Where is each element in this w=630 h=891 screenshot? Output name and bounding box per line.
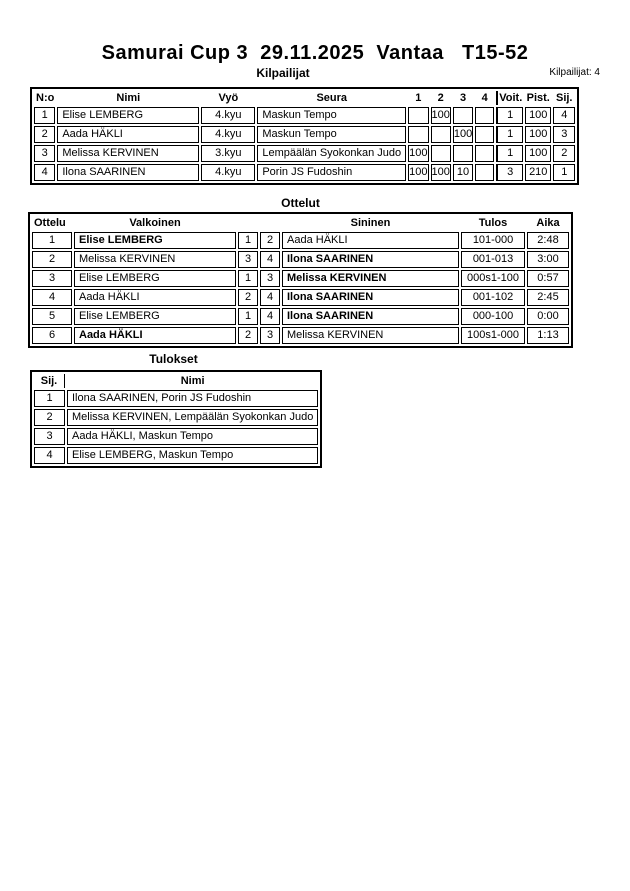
cell-blue-no: 4 [260, 251, 280, 268]
cell-match-no: 1 [32, 232, 72, 249]
cell-no: 3 [34, 145, 55, 162]
cell-place: 1 [553, 164, 575, 181]
cell-score: 001-102 [461, 289, 525, 306]
cell-blue-no: 2 [260, 232, 280, 249]
cell-points: 100 [525, 107, 551, 124]
cell-match-no: 4 [32, 289, 72, 306]
competitors-count-label: Kilpailijat: 4 [549, 67, 600, 78]
cell-match-1: 100 [408, 145, 428, 162]
cell-match-3: 100 [453, 126, 473, 143]
cell-blue-no: 3 [260, 327, 280, 344]
cell-white-name: Aada HÄKLI [74, 327, 236, 344]
cell-white-no: 2 [238, 289, 258, 306]
cell-name: Aada HÄKLI [57, 126, 199, 143]
header-spacer [260, 216, 280, 230]
cell-points: 100 [525, 145, 551, 162]
competitor-row [34, 126, 575, 143]
cell-match-no: 5 [32, 308, 72, 325]
cell-match-1 [408, 107, 428, 124]
cell-name: Ilona SAARINEN [57, 164, 199, 181]
header-points: Pist. [526, 92, 550, 104]
header-match-1: 1 [415, 92, 422, 104]
matches-caption: Ottelut [281, 196, 320, 210]
cell-blue-name: Ilona SAARINEN [282, 289, 459, 306]
cell-name: Elise LEMBERG [57, 107, 199, 124]
page-title: Samurai Cup 3 29.11.2025 Vantaa T15-52 [101, 42, 529, 64]
competitors-caption: Kilpailijat [256, 66, 310, 80]
cell-blue-name: Ilona SAARINEN [282, 251, 459, 268]
cell-wins: 1 [496, 126, 523, 143]
header-score: Tulos [478, 217, 508, 229]
header-place: Sij. [34, 374, 65, 388]
cell-club: Lempäälän Syokonkan Judo [257, 145, 406, 162]
cell-name: Melissa KERVINEN, Lempäälän Syokonkan Judo [67, 409, 318, 426]
cell-match-1 [408, 126, 428, 143]
cell-score: 101-000 [461, 232, 525, 249]
header-no: N:o [36, 92, 55, 104]
match-row [32, 232, 569, 249]
header-name: Nimi [180, 375, 205, 387]
cell-white-no: 3 [238, 251, 258, 268]
header-spacer [238, 216, 258, 230]
cell-place: 2 [34, 409, 65, 426]
header-white: Valkoinen [129, 217, 181, 229]
cell-belt: 3.kyu [201, 145, 255, 162]
cell-white-no: 1 [238, 232, 258, 249]
cell-white-no: 1 [238, 270, 258, 287]
cell-match-3 [453, 107, 473, 124]
result-row [34, 409, 318, 426]
header-club: Seura [316, 92, 348, 104]
cell-wins: 3 [496, 164, 523, 181]
cell-white-name: Elise LEMBERG [74, 270, 236, 287]
cell-name: Elise LEMBERG, Maskun Tempo [67, 447, 318, 464]
header-match-3: 3 [459, 92, 467, 104]
cell-blue-no: 4 [260, 308, 280, 325]
result-row [34, 428, 318, 445]
cell-match-2 [431, 126, 451, 143]
cell-wins: 1 [496, 107, 523, 124]
matches-header-row [32, 216, 569, 230]
cell-place: 3 [553, 126, 575, 143]
cell-club: Maskun Tempo [257, 107, 406, 124]
cell-blue-name: Melissa KERVINEN [282, 270, 459, 287]
header-match: Ottelu [34, 217, 66, 229]
cell-time: 0:00 [527, 308, 569, 325]
results-header-row [34, 374, 318, 388]
cell-score: 000s1-100 [461, 270, 525, 287]
match-row [32, 308, 569, 325]
cell-white-name: Aada HÄKLI [74, 289, 236, 306]
matches-table [28, 212, 573, 348]
header-place: Sij. [555, 92, 573, 104]
cell-white-name: Melissa KERVINEN [74, 251, 236, 268]
header-match-2: 2 [437, 92, 444, 104]
cell-match-2 [431, 145, 451, 162]
cell-no: 4 [34, 164, 55, 181]
cell-place: 1 [34, 390, 65, 407]
competitors-header-row [34, 91, 575, 105]
cell-time: 2:45 [527, 289, 569, 306]
cell-name: Ilona SAARINEN, Porin JS Fudoshin [67, 390, 318, 407]
cell-time: 3:00 [527, 251, 569, 268]
match-row [32, 327, 569, 344]
competitors-table [30, 87, 579, 185]
cell-match-no: 2 [32, 251, 72, 268]
header-name: Nimi [116, 92, 141, 104]
cell-score: 100s1-000 [461, 327, 525, 344]
competitor-row [34, 145, 575, 162]
cell-match-3: 10 [453, 164, 473, 181]
cell-match-4 [475, 126, 494, 143]
cell-match-1: 100 [408, 164, 428, 181]
cell-belt: 4.kyu [201, 107, 255, 124]
cell-match-no: 6 [32, 327, 72, 344]
cell-match-2: 100 [431, 107, 451, 124]
cell-place: 4 [34, 447, 65, 464]
cell-match-no: 3 [32, 270, 72, 287]
cell-match-2: 100 [431, 164, 451, 181]
header-blue: Sininen [350, 217, 391, 229]
results-table [30, 370, 322, 468]
cell-place: 4 [553, 107, 575, 124]
cell-points: 210 [525, 164, 551, 181]
competitor-row [34, 164, 575, 181]
result-row [34, 390, 318, 407]
cell-club: Porin JS Fudoshin [257, 164, 406, 181]
result-row [34, 447, 318, 464]
cell-time: 0:57 [527, 270, 569, 287]
header-match-4: 4 [481, 92, 488, 104]
cell-match-3 [453, 145, 473, 162]
match-row [32, 289, 569, 306]
cell-club: Maskun Tempo [257, 126, 406, 143]
cell-wins: 1 [496, 145, 523, 162]
cell-match-4 [475, 164, 494, 181]
cell-score: 001-013 [461, 251, 525, 268]
results-caption: Tulokset [149, 352, 198, 366]
cell-time: 1:13 [527, 327, 569, 344]
cell-blue-name: Aada HÄKLI [282, 232, 459, 249]
header-wins: Voit. [496, 91, 523, 105]
cell-match-4 [475, 145, 494, 162]
cell-name: Melissa KERVINEN [57, 145, 199, 162]
cell-white-name: Elise LEMBERG [74, 232, 236, 249]
cell-time: 2:48 [527, 232, 569, 249]
cell-blue-name: Ilona SAARINEN [282, 308, 459, 325]
header-belt: Vyö [218, 92, 239, 104]
cell-place: 2 [553, 145, 575, 162]
cell-match-4 [475, 107, 494, 124]
cell-score: 000-100 [461, 308, 525, 325]
cell-points: 100 [525, 126, 551, 143]
competitor-row [34, 107, 575, 124]
cell-blue-no: 4 [260, 289, 280, 306]
cell-white-no: 1 [238, 308, 258, 325]
cell-no: 2 [34, 126, 55, 143]
cell-white-name: Elise LEMBERG [74, 308, 236, 325]
cell-no: 1 [34, 107, 55, 124]
cell-belt: 4.kyu [201, 126, 255, 143]
match-row [32, 270, 569, 287]
cell-place: 3 [34, 428, 65, 445]
header-time: Aika [536, 217, 560, 229]
cell-blue-name: Melissa KERVINEN [282, 327, 459, 344]
cell-belt: 4.kyu [201, 164, 255, 181]
cell-white-no: 2 [238, 327, 258, 344]
match-row [32, 251, 569, 268]
cell-name: Aada HÄKLI, Maskun Tempo [67, 428, 318, 445]
cell-blue-no: 3 [260, 270, 280, 287]
